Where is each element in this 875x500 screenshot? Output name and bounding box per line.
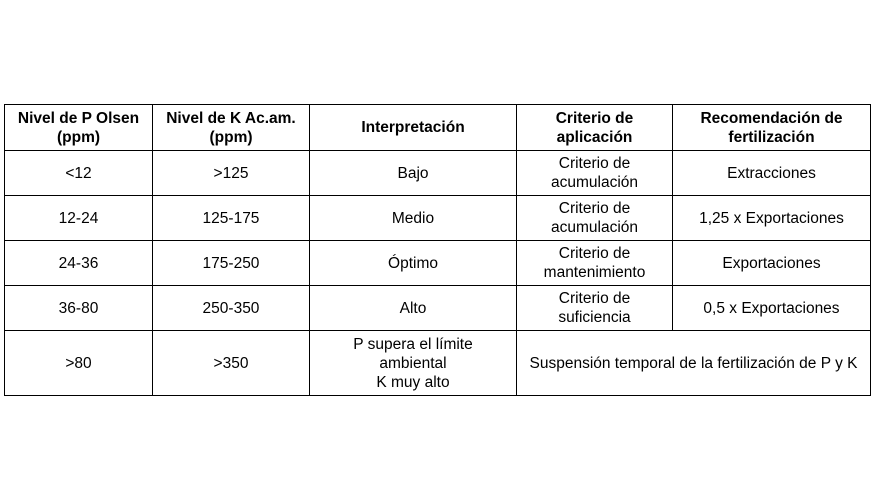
- cell-k-level: 175-250: [153, 241, 310, 286]
- cell-recommendation: 1,25 x Exportaciones: [673, 196, 871, 241]
- header-criterio: Criterio de aplicación: [517, 105, 673, 151]
- cell-criterion: Criterio de acumulación: [517, 196, 673, 241]
- cell-criterion: Criterio de mantenimiento: [517, 241, 673, 286]
- table-row: [5, 151, 871, 196]
- cell-recommendation: Extracciones: [673, 151, 871, 196]
- cell-p-level: 24-36: [5, 241, 153, 286]
- header-recomendacion: Recomendación de fertilización: [673, 105, 871, 151]
- cell-k-level: >125: [153, 151, 310, 196]
- cell-k-level: 125-175: [153, 196, 310, 241]
- cell-p-level: 36-80: [5, 286, 153, 331]
- cell-p-level: >80: [5, 331, 153, 396]
- cell-p-level: 12-24: [5, 196, 153, 241]
- cell-criterion: Criterio de suficiencia: [517, 286, 673, 331]
- fertilization-table-container: [4, 104, 870, 396]
- table-row: [5, 241, 871, 286]
- table-header-row: [5, 105, 871, 151]
- fertilization-table: [4, 104, 871, 396]
- cell-interpretation: P supera el límite ambiental K muy alto: [310, 331, 517, 396]
- table-row-last: [5, 331, 871, 396]
- cell-k-level: >350: [153, 331, 310, 396]
- cell-p-level: <12: [5, 151, 153, 196]
- header-p-olsen: Nivel de P Olsen (ppm): [5, 105, 153, 151]
- table-row: [5, 286, 871, 331]
- cell-recommendation: Exportaciones: [673, 241, 871, 286]
- cell-criterion: Criterio de acumulación: [517, 151, 673, 196]
- cell-k-level: 250-350: [153, 286, 310, 331]
- header-k-acam: Nivel de K Ac.am. (ppm): [153, 105, 310, 151]
- cell-recommendation: 0,5 x Exportaciones: [673, 286, 871, 331]
- cell-interpretation: Alto: [310, 286, 517, 331]
- cell-interpretation: Óptimo: [310, 241, 517, 286]
- header-interpretacion: Interpretación: [310, 105, 517, 151]
- cell-interpretation: Medio: [310, 196, 517, 241]
- table-row: [5, 196, 871, 241]
- cell-merged-recommendation: Suspensión temporal de la fertilización de P y K: [517, 331, 871, 396]
- cell-interpretation: Bajo: [310, 151, 517, 196]
